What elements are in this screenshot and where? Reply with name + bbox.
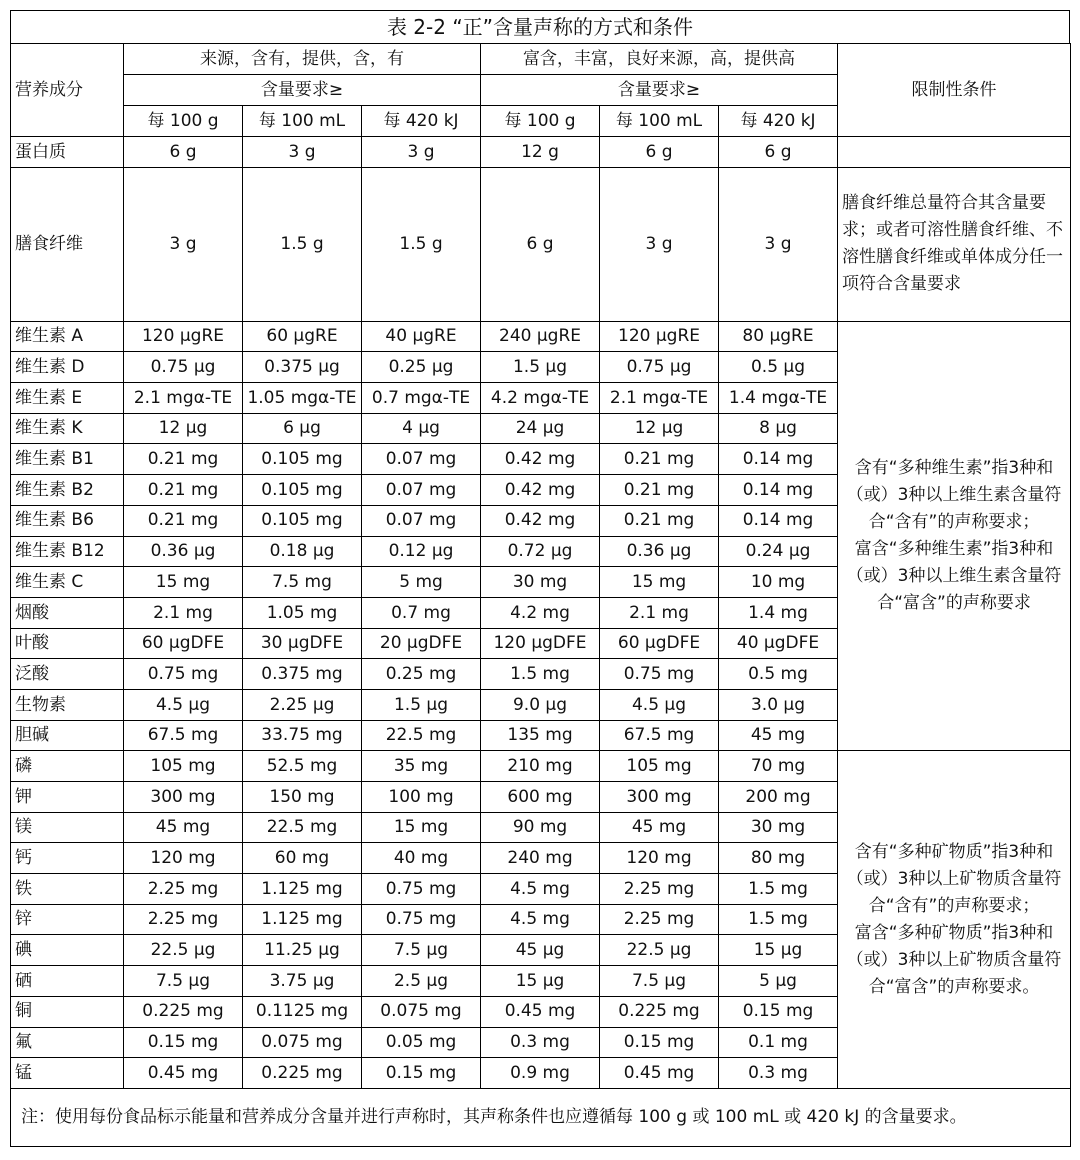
header-row-groups — [11, 44, 1071, 75]
unit-header: 每 100 g — [481, 106, 600, 137]
table-row-mineral — [11, 751, 1071, 782]
value-cell: 0.12 μg — [362, 536, 481, 567]
table-note: 注：使用每份食品标示能量和营养成分含量并进行声称时，其声称条件也应遵循每 100 g 或 100 mL 或 420 kJ 的含量要求。 — [11, 1088, 1071, 1146]
value-cell: 0.07 mg — [362, 444, 481, 475]
value-cell: 0.14 mg — [719, 444, 838, 475]
value-cell: 30 mg — [719, 812, 838, 843]
nutrient-name: 铜 — [11, 996, 124, 1027]
value-cell: 0.24 μg — [719, 536, 838, 567]
value-cell: 0.9 mg — [481, 1058, 600, 1089]
value-cell: 0.14 mg — [719, 505, 838, 536]
note-row — [11, 1088, 1071, 1146]
value-cell: 0.45 mg — [124, 1058, 243, 1089]
value-cell: 15 μg — [719, 935, 838, 966]
nutrient-name: 硒 — [11, 966, 124, 997]
limit-header: 限制性条件 — [838, 44, 1071, 137]
empty-condition-cell — [838, 137, 1071, 168]
value-cell: 80 mg — [719, 843, 838, 874]
value-cell: 0.7 mgα-TE — [362, 383, 481, 414]
value-cell: 1.5 mg — [719, 904, 838, 935]
value-cell: 0.75 μg — [600, 352, 719, 383]
value-cell: 40 mg — [362, 843, 481, 874]
value-cell: 0.42 mg — [481, 505, 600, 536]
value-cell: 0.15 mg — [362, 1058, 481, 1089]
value-cell: 0.225 mg — [600, 996, 719, 1027]
value-cell: 2.1 mgα-TE — [600, 383, 719, 414]
value-cell: 11.25 μg — [243, 935, 362, 966]
nutrient-name: 碘 — [11, 935, 124, 966]
value-cell: 6 g — [719, 137, 838, 168]
value-cell: 0.7 mg — [362, 597, 481, 628]
requirement-header: 含量要求≥ — [124, 75, 481, 106]
nutrient-name: 胆碱 — [11, 720, 124, 751]
value-cell: 3 g — [600, 167, 719, 321]
nutrient-name: 维生素 B2 — [11, 475, 124, 506]
value-cell: 1.5 g — [362, 167, 481, 321]
value-cell: 9.0 μg — [481, 689, 600, 720]
value-cell: 45 mg — [719, 720, 838, 751]
value-cell: 3 g — [719, 167, 838, 321]
value-cell: 6 g — [481, 167, 600, 321]
value-cell: 0.3 mg — [481, 1027, 600, 1058]
value-cell: 60 μgDFE — [124, 628, 243, 659]
nutrient-name: 维生素 B12 — [11, 536, 124, 567]
value-cell: 3 g — [124, 167, 243, 321]
value-cell: 33.75 mg — [243, 720, 362, 751]
value-cell: 0.75 mg — [362, 904, 481, 935]
value-cell: 7.5 μg — [124, 966, 243, 997]
value-cell: 15 μg — [481, 966, 600, 997]
unit-header: 每 100 g — [124, 106, 243, 137]
value-cell: 120 mg — [600, 843, 719, 874]
value-cell: 0.105 mg — [243, 444, 362, 475]
value-cell: 0.375 μg — [243, 352, 362, 383]
value-cell: 0.3 mg — [719, 1058, 838, 1089]
value-cell: 0.18 μg — [243, 536, 362, 567]
nutrient-name: 生物素 — [11, 689, 124, 720]
value-cell: 1.05 mg — [243, 597, 362, 628]
nutrient-name: 膳食纤维 — [11, 167, 124, 321]
value-cell: 0.075 mg — [362, 996, 481, 1027]
value-cell: 12 μg — [600, 413, 719, 444]
value-cell: 240 μgRE — [481, 321, 600, 352]
nutrient-name: 叶酸 — [11, 628, 124, 659]
value-cell: 105 mg — [600, 751, 719, 782]
value-cell: 0.105 mg — [243, 475, 362, 506]
value-cell: 7.5 μg — [600, 966, 719, 997]
value-cell: 12 μg — [124, 413, 243, 444]
value-cell: 105 mg — [124, 751, 243, 782]
value-cell: 15 mg — [600, 567, 719, 598]
value-cell: 0.36 μg — [124, 536, 243, 567]
nutrient-name: 蛋白质 — [11, 137, 124, 168]
value-cell: 7.5 mg — [243, 567, 362, 598]
value-cell: 1.5 μg — [481, 352, 600, 383]
value-cell: 0.5 mg — [719, 659, 838, 690]
nutrient-name: 维生素 K — [11, 413, 124, 444]
value-cell: 60 mg — [243, 843, 362, 874]
nutrient-name: 钾 — [11, 782, 124, 813]
value-cell: 300 mg — [124, 782, 243, 813]
unit-header: 每 420 kJ — [362, 106, 481, 137]
value-cell: 40 μgDFE — [719, 628, 838, 659]
table-row-vitamin — [11, 321, 1071, 352]
value-cell: 10 mg — [719, 567, 838, 598]
nutrient-claims-table — [10, 43, 1071, 1147]
value-cell: 22.5 μg — [124, 935, 243, 966]
value-cell: 67.5 mg — [600, 720, 719, 751]
value-cell: 7.5 μg — [362, 935, 481, 966]
value-cell: 0.105 mg — [243, 505, 362, 536]
value-cell: 0.75 mg — [124, 659, 243, 690]
value-cell: 0.25 mg — [362, 659, 481, 690]
nutrient-name: 锌 — [11, 904, 124, 935]
value-cell: 120 μgRE — [124, 321, 243, 352]
value-cell: 3.0 μg — [719, 689, 838, 720]
value-cell: 120 μgRE — [600, 321, 719, 352]
value-cell: 60 μgRE — [243, 321, 362, 352]
value-cell: 0.21 mg — [124, 444, 243, 475]
value-cell: 300 mg — [600, 782, 719, 813]
table-body — [11, 44, 1071, 1147]
value-cell: 0.225 mg — [124, 996, 243, 1027]
value-cell: 70 mg — [719, 751, 838, 782]
value-cell: 6 μg — [243, 413, 362, 444]
value-cell: 24 μg — [481, 413, 600, 444]
value-cell: 0.75 mg — [600, 659, 719, 690]
value-cell: 600 mg — [481, 782, 600, 813]
value-cell: 67.5 mg — [124, 720, 243, 751]
requirement-header: 含量要求≥ — [481, 75, 838, 106]
value-cell: 0.5 μg — [719, 352, 838, 383]
value-cell: 0.75 μg — [124, 352, 243, 383]
value-cell: 2.1 mgα-TE — [124, 383, 243, 414]
group-source-header: 来源，含有，提供，含，有 — [124, 44, 481, 75]
group-rich-header: 富含，丰富，良好来源，高，提供高 — [481, 44, 838, 75]
value-cell: 0.45 mg — [481, 996, 600, 1027]
value-cell: 2.25 mg — [600, 904, 719, 935]
value-cell: 4.5 μg — [124, 689, 243, 720]
value-cell: 0.36 μg — [600, 536, 719, 567]
nutrient-name: 锰 — [11, 1058, 124, 1089]
value-cell: 1.125 mg — [243, 904, 362, 935]
value-cell: 30 μgDFE — [243, 628, 362, 659]
value-cell: 3 g — [243, 137, 362, 168]
value-cell: 6 g — [124, 137, 243, 168]
mineral-condition: 含有“多种矿物质”指3种和（或）3种以上矿物质含量符合“含有”的声称要求； 富含“多种矿物质”指3种和（或）3种以上矿物质含量符合“富含”的声称要求。 — [838, 751, 1071, 1089]
value-cell: 0.375 mg — [243, 659, 362, 690]
value-cell: 240 mg — [481, 843, 600, 874]
value-cell: 0.42 mg — [481, 475, 600, 506]
value-cell: 2.1 mg — [600, 597, 719, 628]
value-cell: 0.15 mg — [600, 1027, 719, 1058]
value-cell: 5 mg — [362, 567, 481, 598]
value-cell: 45 mg — [600, 812, 719, 843]
value-cell: 22.5 μg — [600, 935, 719, 966]
value-cell: 150 mg — [243, 782, 362, 813]
value-cell: 4.2 mgα-TE — [481, 383, 600, 414]
value-cell: 3 g — [362, 137, 481, 168]
value-cell: 0.1 mg — [719, 1027, 838, 1058]
value-cell: 100 mg — [362, 782, 481, 813]
value-cell: 4 μg — [362, 413, 481, 444]
value-cell: 52.5 mg — [243, 751, 362, 782]
value-cell: 120 μgDFE — [481, 628, 600, 659]
value-cell: 1.5 μg — [362, 689, 481, 720]
value-cell: 80 μgRE — [719, 321, 838, 352]
value-cell: 120 mg — [124, 843, 243, 874]
nutrient-header: 营养成分 — [11, 44, 124, 137]
value-cell: 1.5 g — [243, 167, 362, 321]
value-cell: 3.75 μg — [243, 966, 362, 997]
value-cell: 2.5 μg — [362, 966, 481, 997]
value-cell: 0.21 mg — [600, 444, 719, 475]
nutrient-name: 泛酸 — [11, 659, 124, 690]
value-cell: 210 mg — [481, 751, 600, 782]
table-row-protein — [11, 137, 1071, 168]
value-cell: 2.25 mg — [124, 904, 243, 935]
value-cell: 0.25 μg — [362, 352, 481, 383]
value-cell: 1.05 mgα-TE — [243, 383, 362, 414]
value-cell: 2.25 mg — [600, 874, 719, 905]
value-cell: 0.1125 mg — [243, 996, 362, 1027]
value-cell: 22.5 mg — [362, 720, 481, 751]
value-cell: 0.21 mg — [124, 475, 243, 506]
nutrient-name: 磷 — [11, 751, 124, 782]
value-cell: 0.15 mg — [719, 996, 838, 1027]
value-cell: 15 mg — [362, 812, 481, 843]
value-cell: 4.5 mg — [481, 904, 600, 935]
nutrient-name: 铁 — [11, 874, 124, 905]
unit-header: 每 100 mL — [243, 106, 362, 137]
nutrient-name: 维生素 A — [11, 321, 124, 352]
value-cell: 1.4 mgα-TE — [719, 383, 838, 414]
value-cell: 20 μgDFE — [362, 628, 481, 659]
value-cell: 4.2 mg — [481, 597, 600, 628]
value-cell: 60 μgDFE — [600, 628, 719, 659]
value-cell: 1.4 mg — [719, 597, 838, 628]
value-cell: 45 μg — [481, 935, 600, 966]
value-cell: 1.5 mg — [481, 659, 600, 690]
value-cell: 1.5 mg — [719, 874, 838, 905]
value-cell: 0.21 mg — [600, 475, 719, 506]
value-cell: 0.75 mg — [362, 874, 481, 905]
nutrient-name: 烟酸 — [11, 597, 124, 628]
value-cell: 45 mg — [124, 812, 243, 843]
value-cell: 0.07 mg — [362, 505, 481, 536]
value-cell: 22.5 mg — [243, 812, 362, 843]
value-cell: 0.21 mg — [124, 505, 243, 536]
value-cell: 2.1 mg — [124, 597, 243, 628]
value-cell: 0.07 mg — [362, 475, 481, 506]
value-cell: 30 mg — [481, 567, 600, 598]
value-cell: 4.5 mg — [481, 874, 600, 905]
value-cell: 90 mg — [481, 812, 600, 843]
value-cell: 0.72 μg — [481, 536, 600, 567]
nutrient-name: 维生素 B1 — [11, 444, 124, 475]
value-cell: 40 μgRE — [362, 321, 481, 352]
claims-table-container — [10, 10, 1070, 1147]
value-cell: 0.45 mg — [600, 1058, 719, 1089]
unit-header: 每 100 mL — [600, 106, 719, 137]
value-cell: 12 g — [481, 137, 600, 168]
value-cell: 35 mg — [362, 751, 481, 782]
table-title: 表 2-2 “正”含量声称的方式和条件 — [10, 10, 1070, 43]
nutrient-name: 镁 — [11, 812, 124, 843]
table-row-fiber — [11, 167, 1071, 321]
value-cell: 0.05 mg — [362, 1027, 481, 1058]
value-cell: 0.225 mg — [243, 1058, 362, 1089]
unit-header: 每 420 kJ — [719, 106, 838, 137]
nutrient-name: 维生素 D — [11, 352, 124, 383]
value-cell: 2.25 μg — [243, 689, 362, 720]
nutrient-name: 维生素 B6 — [11, 505, 124, 536]
value-cell: 135 mg — [481, 720, 600, 751]
nutrient-name: 氟 — [11, 1027, 124, 1058]
fiber-condition: 膳食纤维总量符合其含量要求；或者可溶性膳食纤维、不溶性膳食纤维或单体成分任一项符合含量要求 — [838, 167, 1071, 321]
value-cell: 6 g — [600, 137, 719, 168]
value-cell: 200 mg — [719, 782, 838, 813]
value-cell: 1.125 mg — [243, 874, 362, 905]
value-cell: 8 μg — [719, 413, 838, 444]
value-cell: 5 μg — [719, 966, 838, 997]
nutrient-name: 维生素 E — [11, 383, 124, 414]
nutrient-name: 维生素 C — [11, 567, 124, 598]
value-cell: 2.25 mg — [124, 874, 243, 905]
value-cell: 0.21 mg — [600, 505, 719, 536]
value-cell: 0.15 mg — [124, 1027, 243, 1058]
value-cell: 4.5 μg — [600, 689, 719, 720]
value-cell: 0.14 mg — [719, 475, 838, 506]
value-cell: 0.075 mg — [243, 1027, 362, 1058]
value-cell: 0.42 mg — [481, 444, 600, 475]
nutrient-name: 钙 — [11, 843, 124, 874]
vitamin-condition: 含有“多种维生素”指3种和（或）3种以上维生素含量符合“含有”的声称要求； 富含“多种维生素”指3种和（或）3种以上维生素含量符合“富含”的声称要求 — [838, 321, 1071, 751]
value-cell: 15 mg — [124, 567, 243, 598]
